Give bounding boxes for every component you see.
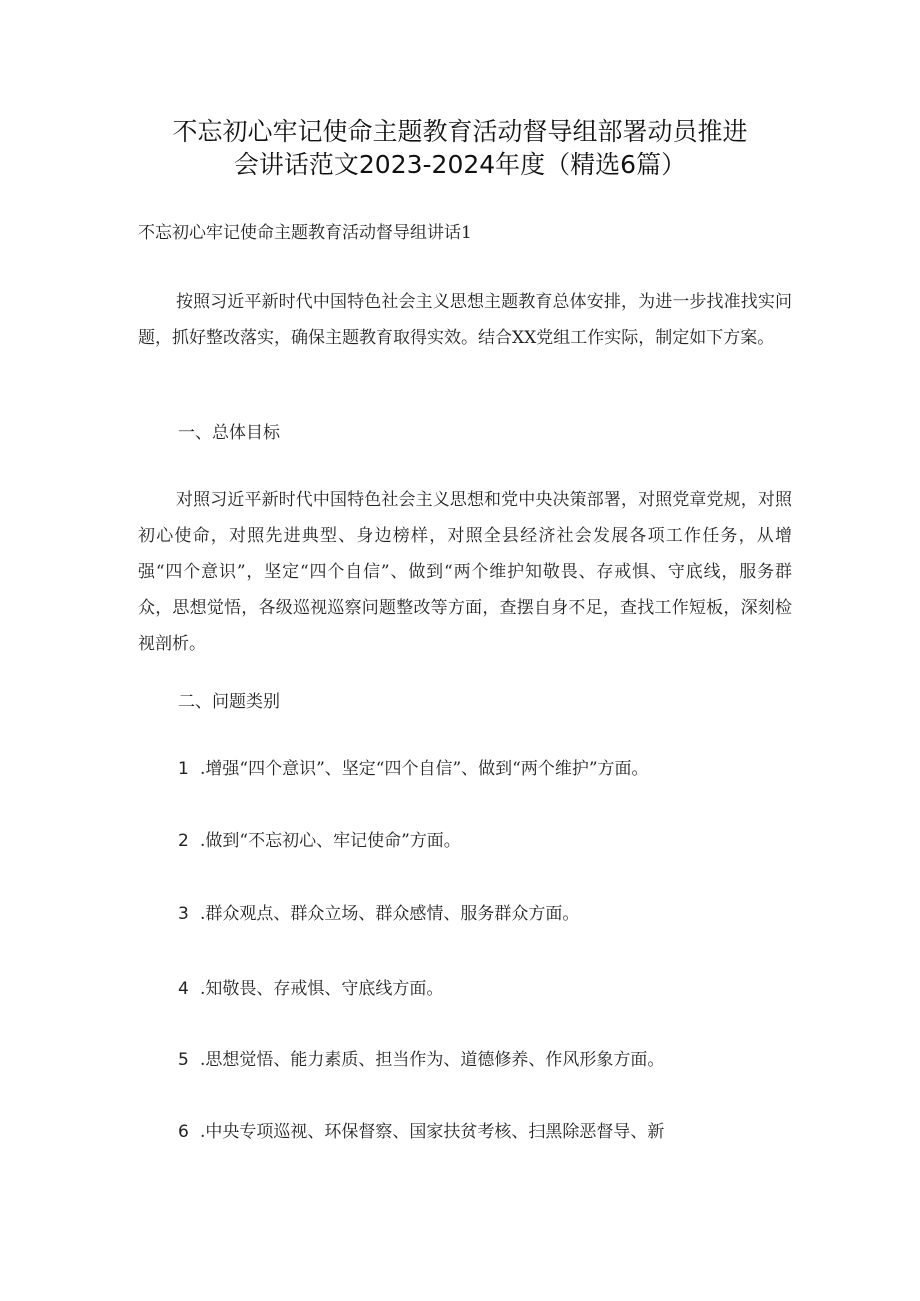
list-item-number: 4 <box>178 979 189 999</box>
section-heading-problem-categories: 二、问题类别 <box>178 692 280 712</box>
list-item-text: .做到“不忘初心、牢记使命”方面。 <box>200 831 461 851</box>
list-item <box>178 1048 664 1072</box>
section-heading-overall-goal: 一、总体目标 <box>178 423 280 443</box>
list-item <box>178 902 579 926</box>
list-item <box>178 1120 664 1144</box>
list-item-number: 5 <box>178 1050 189 1070</box>
speech-subheading: 不忘初心牢记使命主题教育活动督导组讲话1 <box>138 223 472 243</box>
document-title-line2: 会讲话范文2023-2024年度（精选6篇） <box>233 150 687 179</box>
document-title-line1: 不忘初心牢记使命主题教育活动督导组部署动员推进 <box>172 117 748 146</box>
list-item-text: .群众观点、群众立场、群众感情、服务群众方面。 <box>200 904 580 924</box>
intro-paragraph: 按照习近平新时代中国特色社会主义思想主题教育总体安排，为进一步找准找实问题，抓好整改落实，确保主题教育取得实效。结合XX党组工作实际，制定如下方案。 <box>138 292 792 348</box>
list-item-text: .知敬畏、存戒惧、守底线方面。 <box>200 979 444 999</box>
list-item <box>178 757 649 781</box>
list-item <box>178 977 443 1001</box>
list-item-number: 2 <box>178 831 189 851</box>
list-item <box>178 829 461 853</box>
goal-paragraph: 对照习近平新时代中国特色社会主义思想和党中央决策部署，对照党章党规，对照初心使命，对照先进典型、身边榜样，对照全县经济社会发展各项工作任务，从增强“四个意识”，坚定“四个自信”、做到“两个维护知敬畏、存戒惧、守底线，服务群众，思想觉悟，各级巡视巡察问题整改等方面，查摆自身不足，查找工作短板，深刻检视剖析。 <box>138 490 792 654</box>
list-item-number: 6 <box>178 1122 189 1142</box>
list-item-text: .增强“四个意识”、坚定“四个自信”、做到“两个维护”方面。 <box>200 759 649 779</box>
list-item-text: .思想觉悟、能力素质、担当作为、道德修养、作风形象方面。 <box>200 1050 665 1070</box>
list-item-number: 1 <box>178 759 189 779</box>
list-item-text: .中央专项巡视、环保督察、国家扶贫考核、扫黑除恶督导、新 <box>200 1122 665 1142</box>
list-item-number: 3 <box>178 904 189 924</box>
